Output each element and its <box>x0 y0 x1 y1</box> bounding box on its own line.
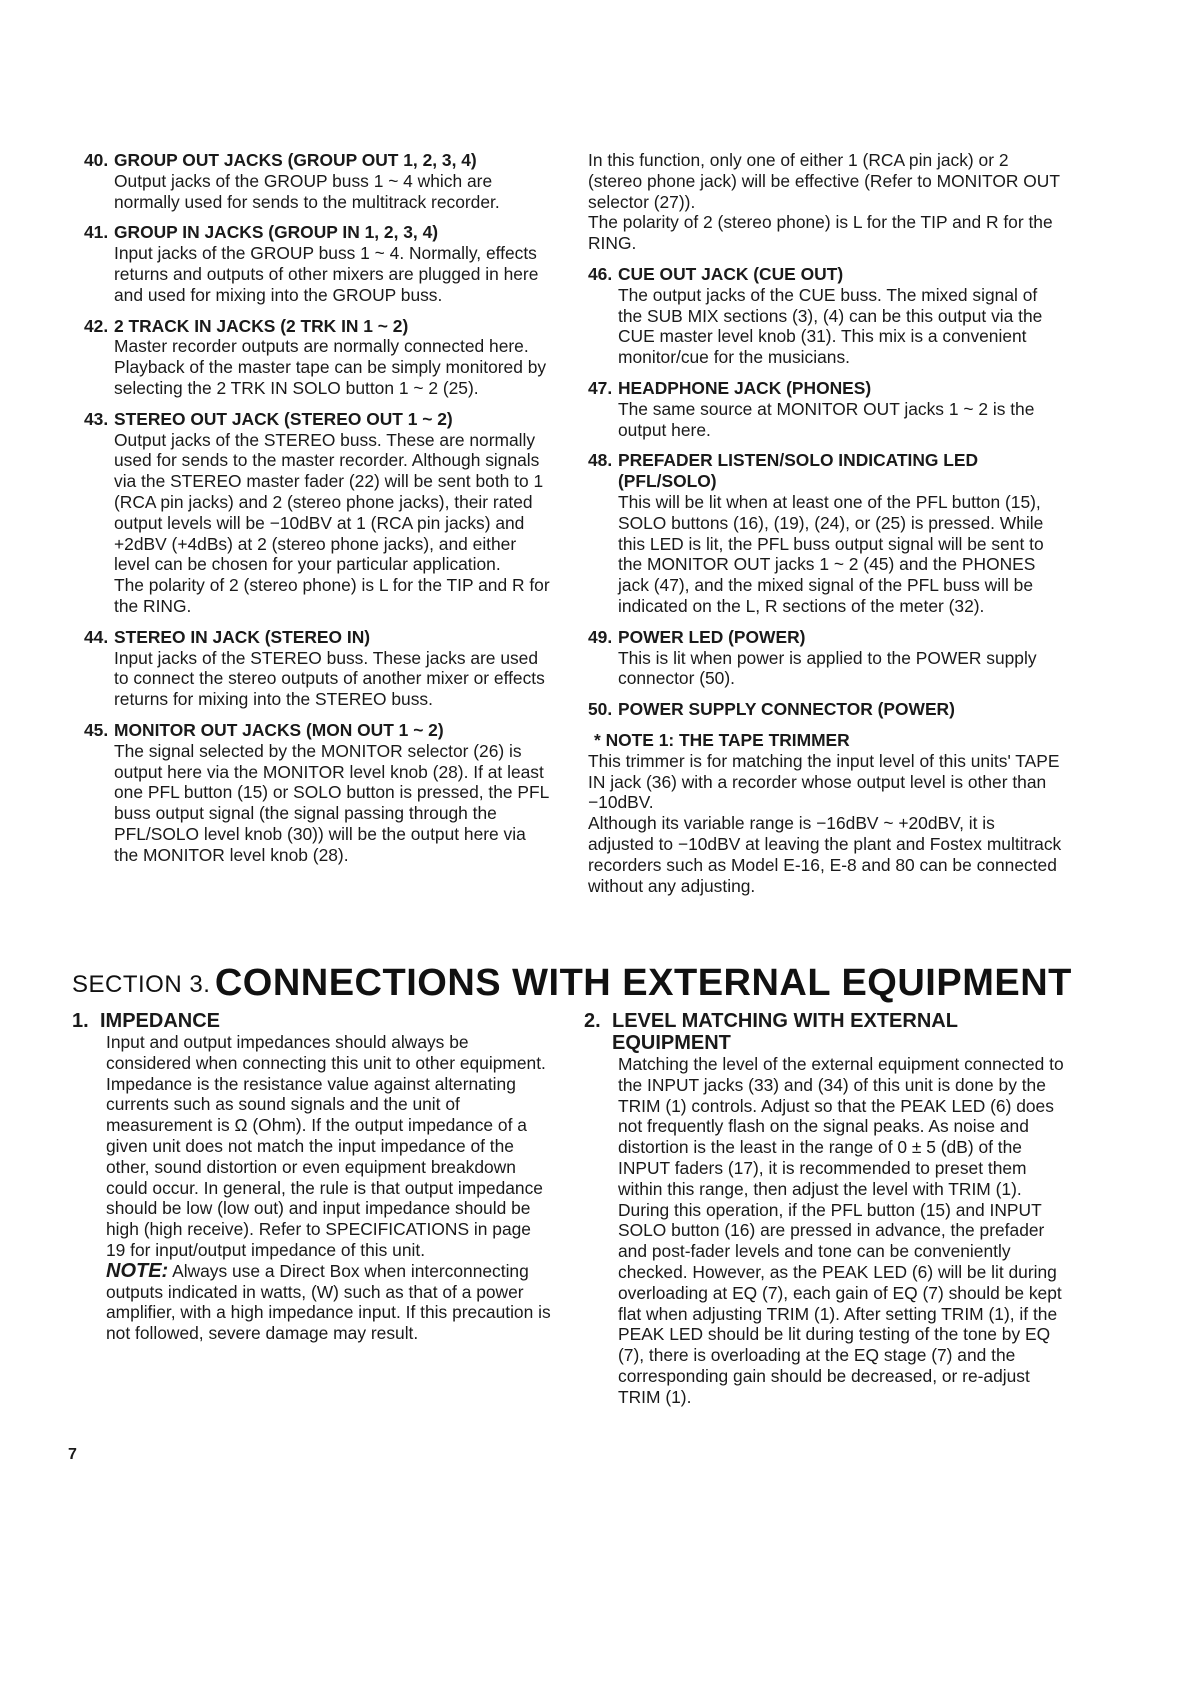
item-number: 46. <box>588 263 613 284</box>
section-heading <box>72 962 1132 1005</box>
item-45-continued <box>588 150 1064 254</box>
item-title: POWER SUPPLY CONNECTOR (POWER) <box>618 699 955 720</box>
item-title: STEREO OUT JACK (STEREO OUT 1 ~ 2) <box>114 408 453 429</box>
continued-text: In this function, only one of either 1 (RCA pin jack) or 2 (stereo phone jack) will be effective (Refer to MONITOR OUT selector (27)). <box>588 150 1060 212</box>
item-text: Input jacks of the STEREO buss. These jacks are used to connect the stereo outputs of another mixer or effects returns for mixing into the STEREO buss. <box>114 647 545 710</box>
item-number: 50. <box>588 699 613 720</box>
item-number: 48. <box>588 450 613 471</box>
item-number: 42. <box>84 315 109 336</box>
impedance-heading <box>72 1010 552 1032</box>
item-text: The same source at MONITOR OUT jacks 1 ~ 2 is the output here. <box>618 398 1035 440</box>
item-title: PREFADER LISTEN/SOLO INDICATING LED (PFL/SOLO) <box>618 450 979 492</box>
item-42 <box>84 316 554 399</box>
note-1-text: This trimmer is for matching the input level of this units' TAPE IN jack (36) with a recorder whose output level is other than −10dBV. <box>588 750 1060 813</box>
item-title: MONITOR OUT JACKS (MON OUT 1 ~ 2) <box>114 719 444 740</box>
section-title: CONNECTIONS WITH EXTERNAL EQUIPMENT <box>214 962 1072 1004</box>
item-number: 41. <box>84 222 109 243</box>
item-50 <box>588 699 1064 720</box>
item-44 <box>84 627 554 710</box>
item-number: 43. <box>84 408 109 429</box>
item-number: 45. <box>84 719 109 740</box>
impedance-note <box>106 1261 552 1344</box>
impedance-text: Input and output impedances should always be considered when connecting this unit to other equipment. <box>106 1032 546 1073</box>
level-matching-title-line1: LEVEL MATCHING WITH EXTERNAL <box>612 1010 958 1032</box>
level-matching-heading <box>584 1010 1064 1054</box>
note-text: Always use a Direct Box when interconnecting outputs indicated in watts, (W) such as that of a power amplifier, with a high impedance input. If this precaution is not followed, severe damage may result. <box>106 1260 551 1344</box>
item-text: The signal selected by the MONITOR selector (26) is output here via the MONITOR level knob (28). If at least one PFL button (15) or SOLO button is pressed, the PFL buss output signal (the signal passing through the PFL/SOLO level knob (30)) will be the output here via the MONITOR level knob (28). <box>114 740 549 865</box>
item-47 <box>588 378 1064 440</box>
item-number: 47. <box>588 377 613 398</box>
item-text: The output jacks of the CUE buss. The mixed signal of the SUB MIX sections (3), (4) can be this output via the CUE master level knob (31). This mix is a convenient monitor/cue for the musicians. <box>618 284 1043 368</box>
level-matching-number: 2. <box>584 1010 601 1032</box>
item-text: This will be lit when at least one of the PFL button (15), SOLO buttons (16), (19), (24), or (25) is pressed. While this LED is lit, the PFL buss output signal will be sent to the MONITOR OUT jacks 1 ~ 2 (45) and the PHONES jack (47), and the mixed signal of the PFL buss will be indicated on the L, R sections of the meter (32). <box>618 491 1044 616</box>
item-48 <box>588 450 1064 616</box>
page-number: 7 <box>68 1446 77 1463</box>
note-1-text: Although its variable range is −16dBV ~ +20dBV, it is adjusted to −10dBV at leaving the plant and Fostex multitrack recorders such as Model E-16, E-8 and 80 can be connected without any adjusting. <box>588 813 1062 896</box>
item-45 <box>84 720 554 866</box>
item-text: Input jacks of the GROUP buss 1 ~ 4. Normally, effects returns and outputs of other mixers are plugged in here and used for mixing into the GROUP buss. <box>114 243 539 305</box>
item-title: POWER LED (POWER) <box>618 626 806 647</box>
item-title: HEADPHONE JACK (PHONES) <box>618 377 872 398</box>
note-1 <box>588 730 1064 896</box>
item-text: This is lit when power is applied to the POWER supply connector (50). <box>618 647 1037 689</box>
item-41 <box>84 222 554 305</box>
note-1-title: * NOTE 1: THE TAPE TRIMMER <box>594 729 850 750</box>
impedance-number: 1. <box>72 1010 89 1032</box>
right-column <box>588 150 1064 906</box>
item-title: 2 TRACK IN JACKS (2 TRK IN 1 ~ 2) <box>114 315 409 336</box>
impedance-section <box>72 1010 552 1344</box>
level-matching-section <box>584 1010 1064 1408</box>
item-title: GROUP IN JACKS (GROUP IN 1, 2, 3, 4) <box>114 222 439 243</box>
item-number: 49. <box>588 626 613 647</box>
level-matching-text: Matching the level of the external equipment connected to the INPUT jacks (33) and (34) of this unit is done by the TRIM (1) controls. Adjust so that the PEAK LED (6) does not frequently flash on the signal peaks. As noise and distortion is the least in the range of 0 ± 5 (dB) of the INPUT faders (17), it is recommended to preset them within this range, then adjust the level with TRIM (1). During this operation, if the PFL button (15) and INPUT SOLO button (16) are pressed in advance, the prefader and post-fader levels and tone can be conveniently checked. However, as the PEAK LED (6) will be lit during overloading at EQ (7), each gain of EQ (7) should be kept flat when adjusting TRIM (1). After setting TRIM (1), if the PEAK LED should be lit during testing of the tone by EQ (7), there is overloading at the EQ stage (7) and the corresponding gain should be decreased, or re-adjust TRIM (1). <box>618 1054 1064 1407</box>
item-title: CUE OUT JACK (CUE OUT) <box>618 263 844 284</box>
impedance-title: IMPEDANCE <box>100 1010 221 1032</box>
item-number: 44. <box>84 626 109 647</box>
item-46 <box>588 264 1064 368</box>
note-label: NOTE: <box>106 1259 169 1282</box>
left-column <box>84 150 554 876</box>
item-49 <box>588 627 1064 689</box>
item-text: Output jacks of the STEREO buss. These are normally used for sends to the master recorder. Although signals via the STEREO master fader (22) will be sent both to 1 (RCA pin jacks) and 2 (stereo phone jacks), their rated output levels will be −10dBV at 1 (RCA pin jacks) and +2dBV (+4dBs) at 2 (stereo phone jacks), and either level can be chosen for your particular application. <box>114 429 544 575</box>
item-text: Master recorder outputs are normally connected here. Playback of the master tape can be simply monitored by selecting the 2 TRK IN SOLO button 1 ~ 2 (25). <box>114 336 547 398</box>
impedance-text: Impedance is the resistance value against alternating currents such as sound signals and the unit of measurement is Ω (Ohm). If the output impedance of a given unit does not match the input impedance of the other, sound distortion or even equipment breakdown could occur. In general, the rule is that output impedance should be low (low out) and input impedance should be high (high receive). Refer to SPECIFICATIONS in page 19 for input/output impedance of this unit. <box>106 1073 543 1260</box>
item-title: STEREO IN JACK (STEREO IN) <box>114 626 371 647</box>
item-text: Output jacks of the GROUP buss 1 ~ 4 which are normally used for sends to the multitrack recorder. <box>114 170 500 212</box>
section-label: SECTION 3. <box>72 971 211 998</box>
level-matching-title-line2: EQUIPMENT <box>612 1032 731 1054</box>
item-43 <box>84 409 554 617</box>
item-number: 40. <box>84 150 109 170</box>
continued-text: The polarity of 2 (stereo phone) is L for the TIP and R for the RING. <box>588 212 1053 254</box>
item-40 <box>84 150 554 212</box>
item-title: GROUP OUT JACKS (GROUP OUT 1, 2, 3, 4) <box>114 150 477 170</box>
item-text: The polarity of 2 (stereo phone) is L for the TIP and R for the RING. <box>114 575 550 616</box>
